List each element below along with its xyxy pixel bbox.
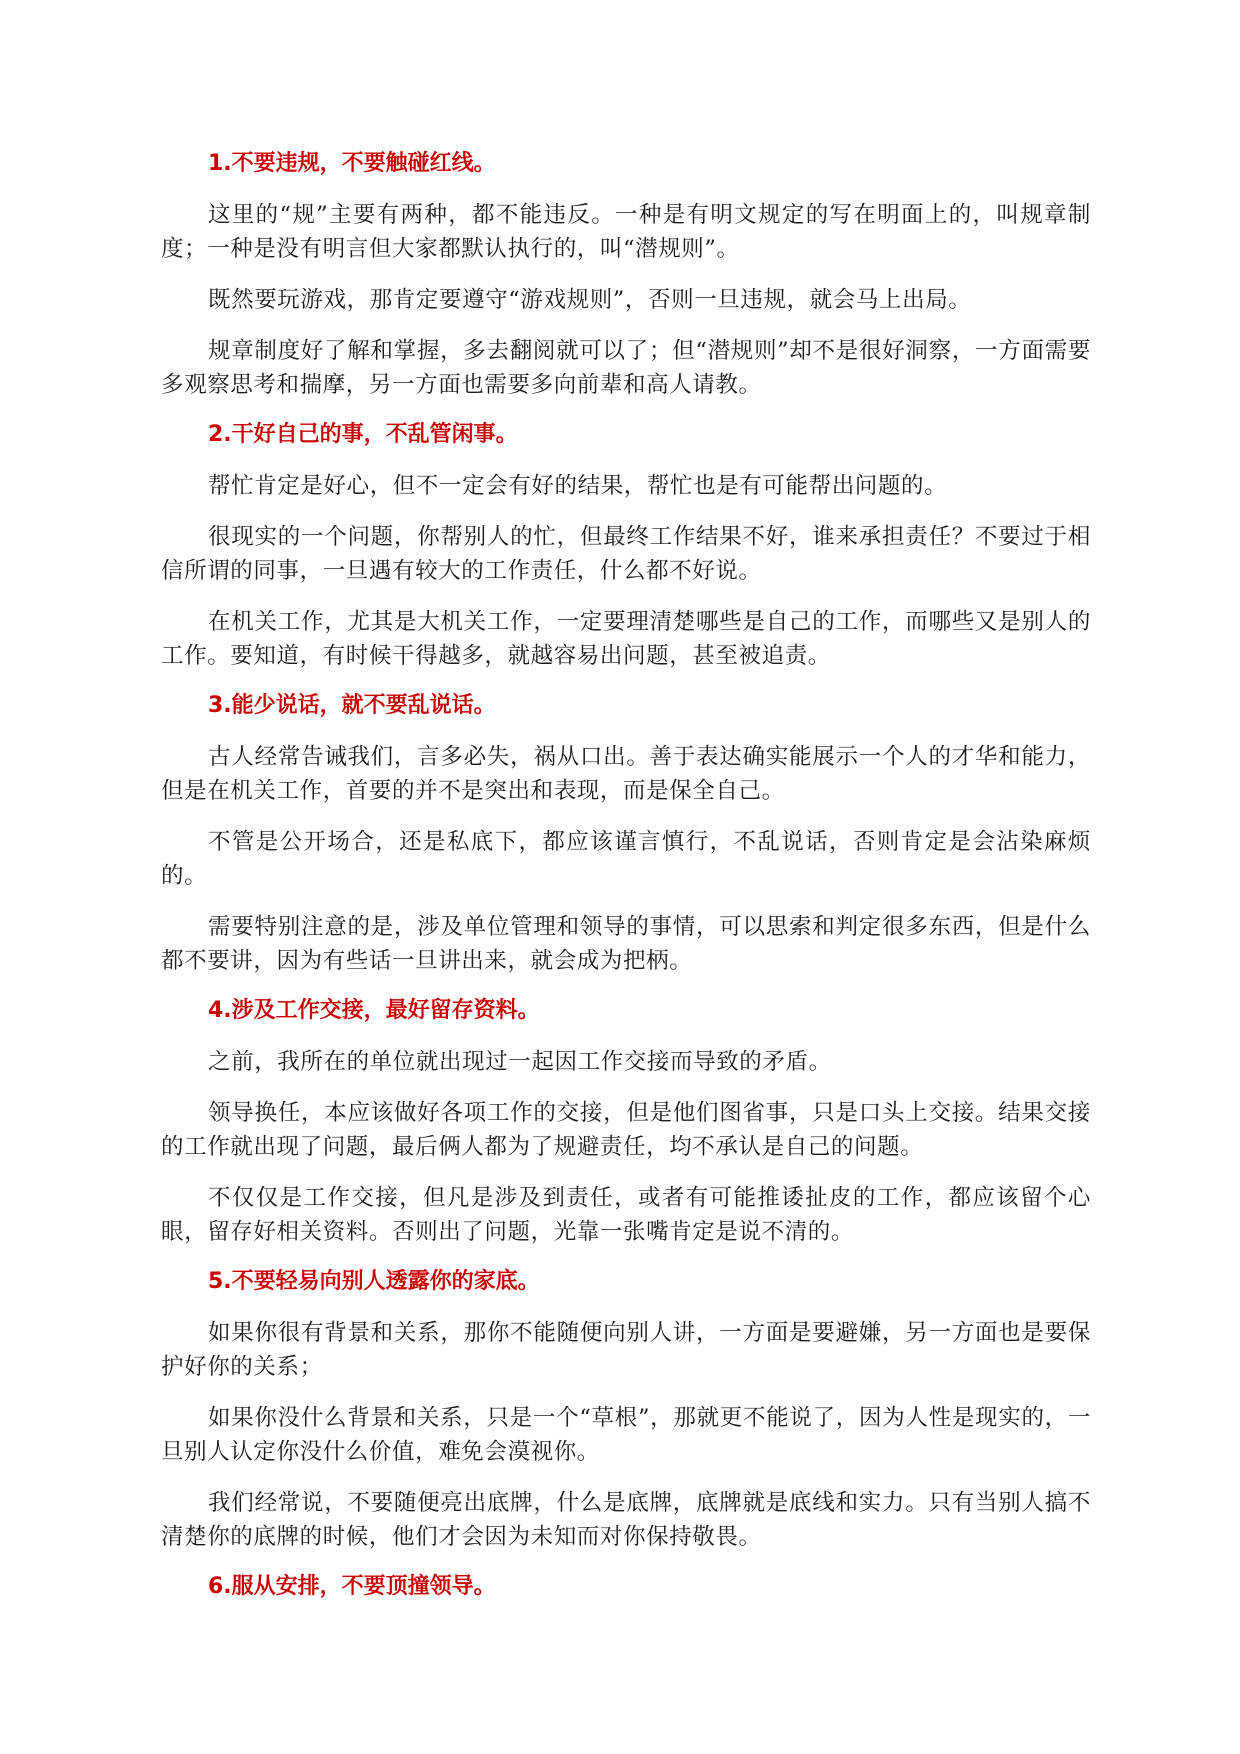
paragraph: 古人经常告诫我们，言多必失，祸从口出。善于表达确实能展示一个人的才华和能力，但是在机关工作，首要的并不是突出和表现，而是保全自己。 xyxy=(161,744,1091,804)
paragraph: 需要特别注意的是，涉及单位管理和领导的事情，可以思索和判定很多东西，但是什么都不要讲，因为有些话一旦讲出来，就会成为把柄。 xyxy=(161,914,1091,974)
section-heading-5: 5.不要轻易向别人透露你的家底。 xyxy=(208,1269,540,1294)
paragraph: 之前，我所在的单位就出现过一起因工作交接而导致的矛盾。 xyxy=(208,1049,832,1075)
paragraph: 不管是公开场合，还是私底下，都应该谨言慎行，不乱说话，否则肯定是会沾染麻烦的。 xyxy=(161,829,1091,889)
paragraph: 既然要玩游戏，那肯定要遵守“游戏规则”，否则一旦违规，就会马上出局。 xyxy=(208,287,972,313)
section-heading-6: 6.服从安排，不要顶撞领导。 xyxy=(208,1574,496,1599)
paragraph: 不仅仅是工作交接，但凡是涉及到责任，或者有可能推诿扯皮的工作，都应该留个心眼，留存好相关资料。否则出了问题，光靠一张嘴肯定是说不清的。 xyxy=(161,1185,1091,1245)
paragraph: 在机关工作，尤其是大机关工作，一定要理清楚哪些是自己的工作，而哪些又是别人的工作。要知道，有时候干得越多，就越容易出问题，甚至被追责。 xyxy=(161,609,1091,669)
paragraph: 领导换任，本应该做好各项工作的交接，但是他们图省事，只是口头上交接。结果交接的工作就出现了问题，最后俩人都为了规避责任，均不承认是自己的问题。 xyxy=(161,1100,1091,1160)
paragraph: 规章制度好了解和掌握，多去翻阅就可以了；但“潜规则”却不是很好洞察，一方面需要多观察思考和揣摩，另一方面也需要多向前辈和高人请教。 xyxy=(161,338,1091,398)
section-heading-3: 3.能少说话，就不要乱说话。 xyxy=(208,693,496,718)
section-heading-1: 1.不要违规，不要触碰红线。 xyxy=(208,151,496,176)
paragraph: 如果你很有背景和关系，那你不能随便向别人讲，一方面是要避嫌，另一方面也是要保护好你的关系； xyxy=(161,1320,1091,1380)
paragraph: 很现实的一个问题，你帮别人的忙，但最终工作结果不好，谁来承担责任？不要过于相信所谓的同事，一旦遇有较大的工作责任，什么都不好说。 xyxy=(161,524,1091,584)
article-body xyxy=(161,148,1091,1621)
section-heading-4: 4.涉及工作交接，最好留存资料。 xyxy=(208,998,540,1023)
paragraph: 我们经常说，不要随便亮出底牌，什么是底牌，底牌就是底线和实力。只有当别人搞不清楚你的底牌的时候，他们才会因为未知而对你保持敬畏。 xyxy=(161,1490,1091,1550)
paragraph: 如果你没什么背景和关系，只是一个“草根”，那就更不能说了，因为人性是现实的，一旦别人认定你没什么价值，难免会漠视你。 xyxy=(161,1405,1091,1465)
section-heading-2: 2.干好自己的事，不乱管闲事。 xyxy=(208,422,518,447)
paragraph: 这里的“规”主要有两种，都不能违反。一种是有明文规定的写在明面上的，叫规章制度；一种是没有明言但大家都默认执行的，叫“潜规则”。 xyxy=(161,202,1091,262)
paragraph: 帮忙肯定是好心，但不一定会有好的结果，帮忙也是有可能帮出问题的。 xyxy=(208,473,948,499)
